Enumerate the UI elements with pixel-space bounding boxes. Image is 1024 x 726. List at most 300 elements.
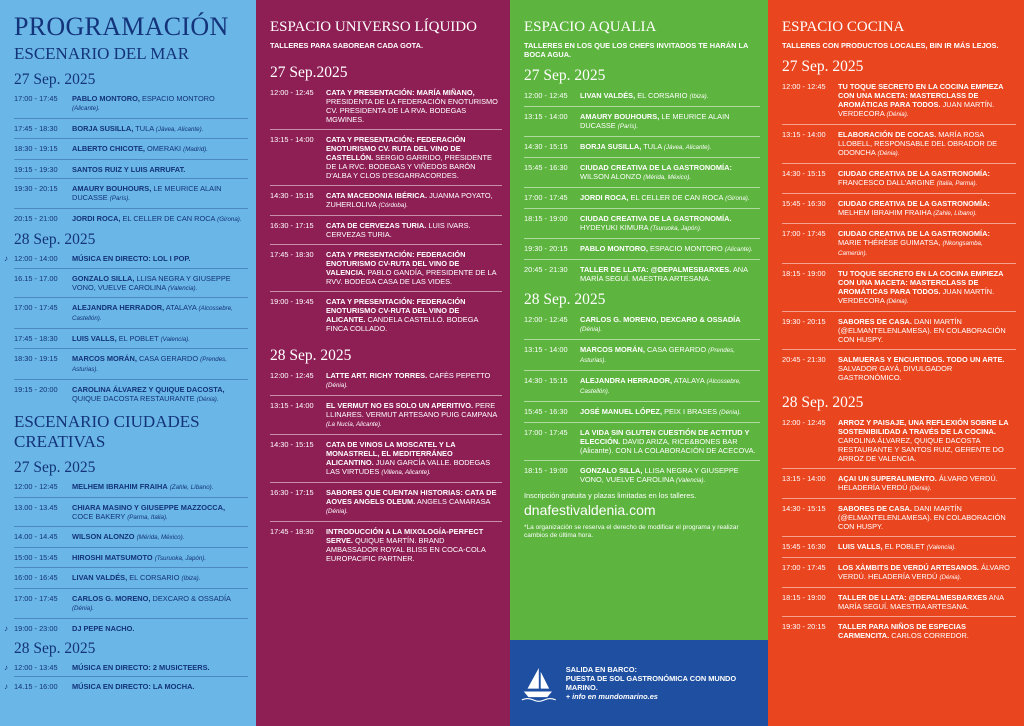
event-row xyxy=(270,221,502,239)
event-time xyxy=(270,191,326,210)
event-time xyxy=(14,334,72,344)
event-highlight: HIROSHI MATSUMOTO xyxy=(72,552,153,562)
event-separator xyxy=(270,291,502,292)
event-row xyxy=(270,297,502,333)
event-detail: LE MEURICE ALAIN DUCASSE xyxy=(72,184,222,203)
event-time-text: 12:00 - 12:45 xyxy=(14,481,58,491)
column-subtitle: TALLERES EN LOS QUE LOS CHEFS INVITADOS TE HARÁN LA BOCA AGUA. xyxy=(524,41,749,59)
event-description xyxy=(580,214,760,233)
event-separator xyxy=(14,268,248,269)
event-location: (Dénia). xyxy=(719,409,742,416)
event-description xyxy=(838,418,1016,463)
event-separator xyxy=(270,434,502,435)
event-time xyxy=(782,169,838,188)
event-highlight: DJ PEPE NACHO. xyxy=(72,623,135,633)
event-time xyxy=(14,214,72,224)
event-location: (Nkongsamba, Camerún). xyxy=(838,240,983,257)
event-row xyxy=(782,82,1016,119)
event-description xyxy=(580,345,760,365)
event-location: (Dénia). xyxy=(326,382,349,389)
event-separator xyxy=(14,297,248,298)
event-time-text: 14.15 - 16:00 xyxy=(14,682,58,692)
event-list xyxy=(782,418,1016,640)
event-time xyxy=(524,428,580,455)
disclaimer: *La organización se reserva el derecho de modificar el programa y realizar cambios de última hora. xyxy=(524,524,739,539)
event-separator xyxy=(524,187,760,188)
event-time xyxy=(14,532,72,542)
event-time-text: 19:30 - 20:15 xyxy=(782,622,826,631)
event-time-text: 12:00 - 14:00 xyxy=(14,253,58,263)
event-time-text: 16:30 - 17:15 xyxy=(270,221,314,230)
event-separator xyxy=(524,422,760,423)
event-time-text: 19:15 - 20:00 xyxy=(14,384,58,394)
event-location: (Tsuruoka, Japón). xyxy=(650,225,702,232)
event-highlight: CIUDAD CREATIVA DE LA GASTRONOMÍA: xyxy=(838,199,990,208)
event-description xyxy=(72,573,248,583)
event-row xyxy=(782,418,1016,463)
event-description xyxy=(326,401,502,429)
event-separator xyxy=(782,616,1016,617)
date-heading: 27 Sep. 2025 xyxy=(782,58,864,75)
event-description xyxy=(838,82,1016,119)
event-separator xyxy=(782,468,1016,469)
event-detail: MELHEM IBRAHIM FRAIHA xyxy=(838,208,932,217)
event-separator xyxy=(524,238,760,239)
event-description xyxy=(580,315,760,334)
event-highlight: INTRODUCCIÓN A LA MIXOLOGÍA-PERFECT SERVE. xyxy=(326,527,484,545)
event-description xyxy=(326,488,502,516)
event-separator xyxy=(782,557,1016,558)
event-detail: ANA MARÍA SEGUÍ. MAESTRA ARTESANA. xyxy=(838,593,1004,611)
event-location: (Valencia). xyxy=(675,477,706,484)
event-location: (Ibiza). xyxy=(181,575,201,583)
event-separator xyxy=(782,536,1016,537)
event-detail: LLISA NEGRA Y GIUSEPPE VONO, VUELVE CAROLINA xyxy=(580,466,739,484)
event-description xyxy=(72,663,248,672)
event-detail: WILSON ALONZO xyxy=(580,172,642,181)
event-separator xyxy=(782,124,1016,125)
event-time-text: 19:00 - 23:00 xyxy=(14,623,58,633)
event-time-text: 13:15 - 14:00 xyxy=(782,130,826,139)
date-heading: 27 Sep. 2025 xyxy=(14,458,96,476)
event-row xyxy=(524,466,760,485)
event-row xyxy=(524,142,760,152)
event-row xyxy=(14,165,248,174)
event-row xyxy=(270,250,502,286)
event-separator xyxy=(524,339,760,340)
event-highlight: WILSON ALONZO xyxy=(72,532,135,542)
event-time xyxy=(782,130,838,158)
event-description xyxy=(580,142,760,152)
event-time xyxy=(782,355,838,382)
event-location: (Dénia). xyxy=(939,574,962,581)
event-time-text: 12:00 - 12:45 xyxy=(270,88,314,97)
event-row xyxy=(14,94,248,113)
event-description xyxy=(72,594,248,613)
event-location: (Córdoba). xyxy=(378,202,409,209)
event-time xyxy=(524,214,580,233)
event-detail: MARIE THÉRÈSE GUIMATSA, xyxy=(838,238,941,247)
event-row xyxy=(524,428,760,455)
date-heading: 28 Sep. 2025 xyxy=(270,347,352,364)
event-highlight: ALEJANDRA HERRADOR, xyxy=(580,376,673,385)
event-detail: CAFÈS PEPETTO xyxy=(429,371,491,380)
event-row xyxy=(270,401,502,429)
event-detail: LE MEURICE ALAIN DUCASSE xyxy=(580,112,730,130)
event-row xyxy=(782,474,1016,493)
event-location: (Dénia). xyxy=(886,111,909,118)
event-location: (Girona). xyxy=(725,195,750,202)
column-universo-liquido xyxy=(256,0,510,726)
date-heading: 28 Sep. 2025 xyxy=(14,639,96,657)
event-detail: DEXCARO & OSSADÍA xyxy=(152,593,231,603)
event-description xyxy=(72,385,248,404)
event-time-text: 20:15 - 21:00 xyxy=(14,213,58,223)
event-location: (Italia, Parma). xyxy=(936,180,978,187)
event-description xyxy=(72,144,248,154)
event-time xyxy=(14,482,72,492)
event-detail: JUAN MARTÍN. VERDECORA xyxy=(838,100,995,118)
event-highlight: CIUDAD CREATIVA DE LA GASTRONOMÍA: xyxy=(580,163,732,172)
section-title-escenario-del-mar: ESCENARIO DEL MAR xyxy=(14,44,190,63)
music-note-icon: ♪ xyxy=(4,682,8,692)
event-location: (Tsuruoka, Japón). xyxy=(154,554,207,562)
event-time xyxy=(782,593,838,611)
event-location: (Valencia). xyxy=(160,335,190,343)
column-aqualia xyxy=(510,0,768,726)
event-location: (Dénia). xyxy=(72,604,95,612)
event-highlight: ALEJANDRA HERRADOR, xyxy=(72,303,165,313)
column-subtitle: TALLERES CON PRODUCTOS LOCALES, BIN IR MÁS LEJOS. xyxy=(782,41,999,50)
event-time-text: 17:00 - 17:45 xyxy=(524,193,568,202)
event-detail: ÁLVARO VERDÚ. HELADERÍA VERDÚ xyxy=(838,474,998,492)
column-cocina xyxy=(768,0,1024,726)
event-time-text: 12:00 - 12:45 xyxy=(270,371,314,380)
event-detail: LUIS IVARS. CERVEZAS TURIA. xyxy=(326,221,471,239)
event-location: (Valencia). xyxy=(926,544,956,551)
event-highlight: MARCOS MORÁN, xyxy=(72,354,137,364)
event-time xyxy=(782,82,838,119)
event-highlight: JORDI ROCA, xyxy=(580,193,629,202)
event-separator xyxy=(270,482,502,483)
event-time-text: 18:15 - 19:00 xyxy=(782,593,826,602)
event-time xyxy=(524,407,580,417)
event-time-text: 12:00 - 12:45 xyxy=(524,315,568,324)
event-list xyxy=(4,662,248,692)
event-description xyxy=(580,407,760,417)
event-highlight: CATA DE VINOS LA MOSCATEL Y LA MONASTRELL, EL MEDITERRÁNEO ALICANTINO. xyxy=(326,440,456,467)
event-description xyxy=(838,229,1016,258)
event-description xyxy=(72,532,248,542)
event-location: (Dénia). xyxy=(196,395,219,403)
event-row xyxy=(524,315,760,334)
event-detail: ESPACIO MONTORO xyxy=(649,244,723,253)
event-location: (Dénia). xyxy=(909,485,932,492)
event-description xyxy=(580,376,760,396)
event-separator xyxy=(270,129,502,130)
event-highlight: MARCOS MORÁN, xyxy=(580,345,645,354)
event-highlight: CIUDAD CREATIVA DE LA GASTRONOMÍA: xyxy=(838,169,990,178)
event-location: (Zahle, Líbano). xyxy=(169,483,214,491)
event-row xyxy=(782,269,1016,306)
event-time xyxy=(782,418,838,463)
event-description xyxy=(838,622,1016,640)
event-time-text: 15:45 - 16:30 xyxy=(524,407,568,416)
event-separator xyxy=(782,587,1016,588)
event-detail: JUAN MARTÍN. VERDECORA xyxy=(838,287,995,305)
event-row xyxy=(14,214,248,224)
event-time xyxy=(14,354,72,374)
event-time-text: 13:15 - 14:00 xyxy=(270,401,314,410)
event-detail: DANI MARTÍN (@ELMANTELENLAMESA). EN COLABORACIÓN CON HUSPY. xyxy=(838,504,1006,531)
event-description xyxy=(326,250,502,286)
event-highlight: SABORES QUE CUENTAN HISTORIAS: CATA DE AOVES ANGELS OLEUM. xyxy=(326,488,497,506)
event-row xyxy=(782,199,1016,218)
event-separator xyxy=(524,136,760,137)
event-time xyxy=(14,303,72,323)
event-location: (Mérida, México). xyxy=(136,534,185,542)
event-time xyxy=(782,563,838,582)
event-time xyxy=(14,385,72,404)
event-detail: PERE LLINARES. VERMUT ARTESANO PUIG CAMPANA xyxy=(326,401,497,419)
event-detail: ESPACIO MONTORO xyxy=(141,94,215,103)
event-description xyxy=(838,317,1016,344)
event-highlight: ARROZ Y PAISAJE, UNA REFLEXIÓN SOBRE LA SOSTENIBILIDAD A TRAVÉS DE LA COCINA. xyxy=(838,418,1009,436)
event-row xyxy=(524,91,760,101)
event-separator xyxy=(782,498,1016,499)
event-time xyxy=(14,594,72,613)
event-highlight: TALLER DE LLATA: @DEPALMESBARXES. xyxy=(580,265,732,274)
event-time-text: 19:00 - 19:45 xyxy=(270,297,314,306)
event-time xyxy=(270,401,326,429)
event-row xyxy=(270,488,502,516)
event-detail: ÁLVARO VERDÚ. HELADERÍA VERDÚ xyxy=(838,563,1010,581)
event-separator xyxy=(14,138,248,139)
event-time-text: 16.15 - 17.00 xyxy=(14,273,58,283)
event-description xyxy=(72,254,248,263)
event-separator xyxy=(524,157,760,158)
event-separator xyxy=(524,208,760,209)
event-time xyxy=(270,88,326,124)
website-link[interactable]: dnafestivaldenia.com xyxy=(524,502,656,518)
event-separator xyxy=(524,370,760,371)
event-detail: HYDEYUKI KIMURA xyxy=(580,223,649,232)
event-description xyxy=(838,169,1016,188)
date-heading: 28 Sep. 2025 xyxy=(524,291,606,308)
event-time-text: 17:00 - 17:45 xyxy=(14,593,58,603)
event-time-text: 15:45 - 16:30 xyxy=(782,542,826,551)
event-detail: SALVADOR GAYÁ, DIVULGADOR GASTRONÓMICO. xyxy=(838,364,953,382)
event-time-text: 14:30 - 15:15 xyxy=(524,142,568,151)
event-time xyxy=(524,345,580,365)
event-description xyxy=(72,334,248,344)
event-row xyxy=(782,229,1016,258)
event-row xyxy=(524,265,760,283)
event-description xyxy=(838,269,1016,306)
event-row xyxy=(782,593,1016,611)
event-row xyxy=(524,163,760,182)
event-location: (París). xyxy=(617,123,639,130)
event-row xyxy=(270,88,502,124)
event-time xyxy=(782,542,838,552)
event-detail: CAROLINA ÁLVAREZ, QUIQUE DACOSTA RESTAURANTE Y SANTOS RUIZ, GERENTE DO ARROZ DE VALENCIA. xyxy=(838,436,1004,463)
event-description xyxy=(72,303,248,323)
event-description xyxy=(326,297,502,333)
event-highlight: CHIARA MASINO Y GIUSEPPE MAZZOCCA, xyxy=(72,502,226,512)
event-row xyxy=(14,503,248,522)
event-time xyxy=(270,221,326,239)
event-highlight: AMAURY BOUHOURS, xyxy=(72,184,152,194)
event-highlight: JOSÉ MANUEL LÓPEZ, xyxy=(580,407,662,416)
event-location: (Mérida, México). xyxy=(643,174,692,181)
event-row xyxy=(270,440,502,477)
event-row xyxy=(14,144,248,154)
event-detail: EL CELLER DE CAN ROCA xyxy=(630,193,724,202)
event-row xyxy=(4,253,248,263)
page-title: PROGRAMACIÓN xyxy=(14,12,229,41)
event-time xyxy=(782,317,838,344)
event-separator xyxy=(270,185,502,186)
event-description xyxy=(72,94,248,113)
event-row xyxy=(782,563,1016,582)
boat-trip-link[interactable]: + info en mundomarino.es xyxy=(565,692,658,701)
event-time-text: 18:15 - 19:00 xyxy=(782,269,826,278)
event-detail: JUAN GARCÍA VALLE. BODEGAS LAS VIRTUDES xyxy=(326,458,491,476)
event-description xyxy=(838,130,1016,158)
event-row xyxy=(524,244,760,254)
event-highlight: LOS XÀMBITS DE VERDÚ ARTESANOS. xyxy=(838,563,979,572)
event-time xyxy=(782,474,838,493)
event-description xyxy=(72,274,248,293)
event-row xyxy=(524,214,760,233)
event-separator xyxy=(14,118,248,119)
event-description xyxy=(838,542,1016,552)
event-highlight: MELHEM IBRAHIM FRAIHA xyxy=(72,481,168,491)
event-time-text: 19:15 - 19:30 xyxy=(14,164,58,174)
event-separator xyxy=(270,244,502,245)
event-separator xyxy=(14,379,248,380)
event-highlight: CATA Y PRESENTACIÓN: MARÍA MIÑANO, xyxy=(326,88,475,97)
event-time-text: 20:45 - 21:30 xyxy=(524,265,568,274)
event-highlight: ELABORACIÓN DE COCAS. xyxy=(838,130,937,139)
event-time-text: 17:00 - 17:45 xyxy=(782,229,826,238)
event-description xyxy=(580,91,760,101)
event-detail: DAVID ARIZA, RICE&BONES BAR (Alicante). CON LA COLABORACIÓN DE ACECOVA. xyxy=(580,437,756,455)
event-highlight: ALBERTO CHICOTE, xyxy=(72,144,145,154)
event-time-text: 15:45 - 16:30 xyxy=(782,199,826,208)
event-detail: PRESIDENTA DE LA FEDERACIÓN ENOTURISMO CV. PRESIDENTA DE LA RVA. BODEGAS MGWINES. xyxy=(326,97,498,124)
event-highlight: BORJA SUSILLA, xyxy=(580,142,642,151)
event-time-text: 14:30 - 15:15 xyxy=(270,440,314,449)
event-description xyxy=(72,124,248,134)
event-list xyxy=(524,315,760,485)
event-separator xyxy=(14,328,248,329)
event-row xyxy=(270,191,502,210)
event-time xyxy=(270,440,326,477)
event-time xyxy=(14,553,72,563)
event-location: (Parma, Italia). xyxy=(127,513,168,521)
event-description xyxy=(72,214,248,224)
event-location: (Jávea, Alicante). xyxy=(663,144,712,151)
event-row xyxy=(524,112,760,131)
event-row xyxy=(782,622,1016,640)
column-subtitle: TALLERES PARA SABOREAR CADA GOTA. xyxy=(270,41,424,50)
event-time xyxy=(14,144,72,154)
event-description xyxy=(580,428,760,455)
event-row xyxy=(782,130,1016,158)
event-row xyxy=(782,504,1016,531)
event-row xyxy=(4,623,248,633)
event-highlight: SALMUERAS Y ENCURTIDOS. TODO UN ARTE. xyxy=(838,355,1005,364)
event-separator xyxy=(270,395,502,396)
event-time-text: 19:30 - 20:15 xyxy=(782,317,826,326)
event-description xyxy=(580,466,760,485)
event-highlight: SABORES DE CASA. xyxy=(838,504,912,513)
event-highlight: CATA DE CERVEZAS TURIA. xyxy=(326,221,427,230)
event-separator xyxy=(782,223,1016,224)
event-location: (Prendes, Asturias). xyxy=(72,356,227,374)
event-time-text: 15:00 - 15:45 xyxy=(14,552,58,562)
event-highlight: CIUDAD CREATIVA DE LA GASTRONOMÍA. xyxy=(580,214,732,223)
event-row xyxy=(4,662,248,672)
event-description xyxy=(72,553,248,563)
event-description xyxy=(326,88,502,124)
event-highlight: CATA Y PRESENTACIÓN: FEDERACIÓN ENOTURISMO CV. RUTA DEL VINO DE CASTELLÓN. xyxy=(326,135,466,162)
event-list xyxy=(270,371,502,563)
event-row xyxy=(14,274,248,293)
event-row xyxy=(270,527,502,563)
event-time xyxy=(270,488,326,516)
event-list xyxy=(270,88,502,333)
event-detail: PABLO GANDÍA, PRESIDENTE DE LA RVV. BODEGA CASA DE LAS VIDES. xyxy=(326,268,497,286)
event-description xyxy=(838,593,1016,611)
event-time xyxy=(4,253,72,263)
event-time-text: 17:00 - 17:45 xyxy=(14,94,58,103)
event-location: (Ibiza). xyxy=(689,93,709,100)
section-title-ciudades-creativas: ESCENARIO CIUDADES CREATIVAS xyxy=(14,411,200,451)
boat-trip-text xyxy=(566,665,758,701)
event-time xyxy=(782,622,838,640)
music-note-icon: ♪ xyxy=(4,623,8,633)
event-detail: ATALAYA xyxy=(165,303,197,313)
event-row xyxy=(524,407,760,417)
event-row xyxy=(14,385,248,404)
event-location: (La Nucía, Alicante). xyxy=(326,421,382,428)
event-detail: ANGELS CAMARASA xyxy=(416,497,491,506)
event-row xyxy=(782,169,1016,188)
event-description xyxy=(580,193,760,203)
event-time-text: 20:45 - 21:30 xyxy=(782,355,826,364)
event-row xyxy=(14,334,248,344)
event-time-text: 12:00 - 12:45 xyxy=(782,418,826,427)
event-time xyxy=(14,503,72,522)
event-time-text: 17:45 - 18:30 xyxy=(270,527,314,536)
event-description xyxy=(838,563,1016,582)
event-time-text: 18:30 - 19:15 xyxy=(14,354,58,364)
event-highlight: CARLOS G. MORENO, DEXCARO & OSSADÍA xyxy=(580,315,741,324)
event-row xyxy=(782,542,1016,552)
event-location: (Dénia). xyxy=(877,150,900,157)
event-time-text: 13:15 - 14:00 xyxy=(524,345,568,354)
date-heading: 27 Sep. 2025 xyxy=(524,67,606,84)
event-highlight: CIUDAD CREATIVA DE LA GASTRONOMÍA: xyxy=(838,229,990,238)
event-highlight: LUIS VALLS, xyxy=(838,542,883,551)
event-location: (Alicante). xyxy=(724,246,753,253)
music-note-icon: ♪ xyxy=(4,253,8,263)
event-detail: CARLOS CORREDOR. xyxy=(891,631,969,640)
event-row xyxy=(524,376,760,396)
event-separator xyxy=(782,311,1016,312)
